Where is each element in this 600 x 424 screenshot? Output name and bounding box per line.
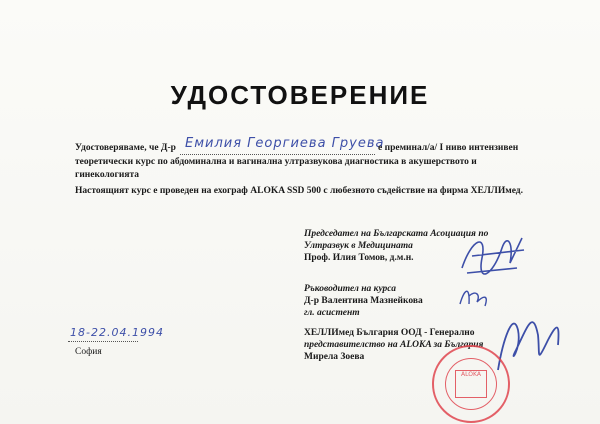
company-stamp [432, 345, 510, 423]
company-line-1: ХЕЛЛИмед България ООД - Генерално [304, 328, 475, 338]
chair-signature [452, 228, 532, 280]
recipient-name-handwritten: Емилия Георгиева Груева [185, 136, 385, 151]
company-rep: Мирела Зоева [304, 352, 365, 362]
device-line: Настоящият курс е проведен на ехограф ALOKA SSD 500 с любезното съдействие на фирма ХЕЛЛИмед. [75, 186, 523, 196]
course-line-1: теоретически курс по абдоминална и вагинална ултразвукова диагностика в акушерството и [75, 157, 477, 167]
chair-title-2: Ултразвук в Медицината [304, 241, 413, 251]
city: София [75, 347, 102, 357]
head-name: Д-р Валентина Мазнейкова [304, 296, 423, 306]
intro-prefix: Удостоверяваме, че Д-р [75, 143, 176, 153]
date-handwritten: 18-22.04.1994 [70, 326, 164, 339]
page-title: УДОСТОВЕРЕНИЕ [170, 80, 430, 110]
name-underline [180, 154, 375, 155]
chair-name: Проф. Илия Томов, д.м.н. [304, 253, 414, 263]
head-title: Ръководител на курса [304, 284, 397, 294]
date-underline [68, 341, 138, 342]
chair-title-1: Председател на Българската Асоциация по [304, 229, 489, 239]
course-line-2: гинекологията [75, 170, 139, 180]
stamp-text: ALOKA [455, 370, 487, 398]
company-line-2: представителство на ALOKA за България [304, 340, 484, 350]
intro-suffix: е преминал/а/ I ниво интензивен [378, 143, 519, 153]
head-role: гл. асистент [304, 308, 360, 318]
